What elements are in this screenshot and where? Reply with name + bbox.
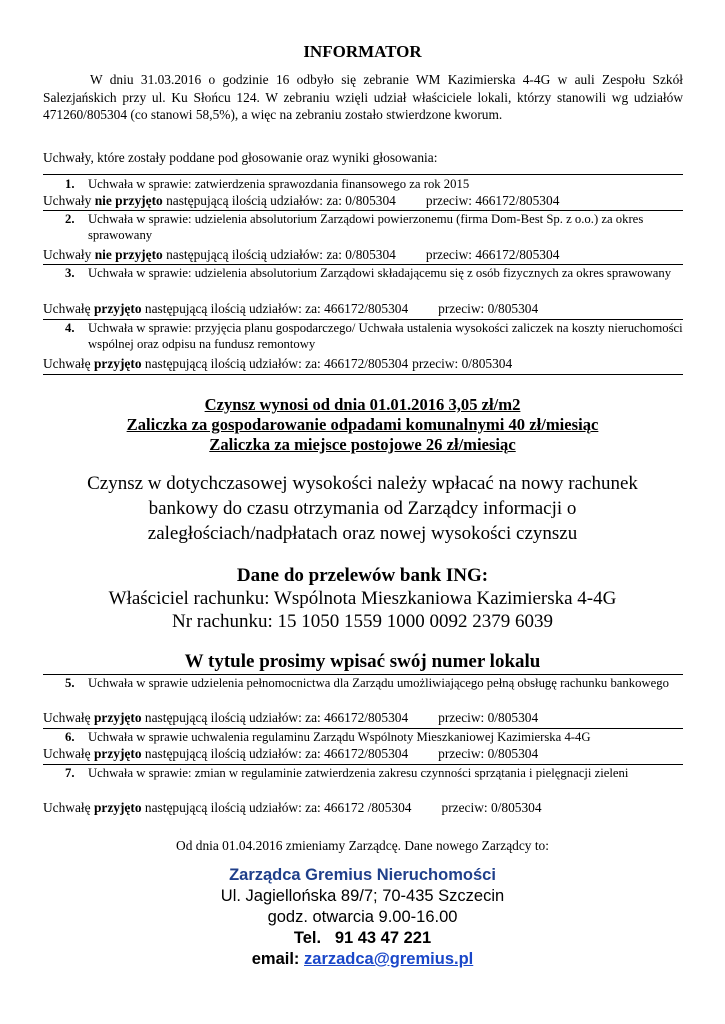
resolution-7-result: Uchwałę przyjęto następującą ilością udziałów: za: 466172 /805304 przeciw: 0/805304 — [43, 800, 542, 815]
manager-phone-line — [0, 929, 725, 948]
divider — [43, 764, 683, 765]
resolution-text: Uchwała w sprawie: przyjęcia planu gospodarczego/ Uchwała ustalenia wysokości zaliczek na koszty nieruchomości wspólnej oraz odpisu na fundusz remontowy — [88, 321, 683, 351]
resolution-5-result: Uchwałę przyjęto następującą ilością udziałów: za: 466172/805304 przeciw: 0/805304 — [43, 710, 539, 725]
account-number: Nr rachunku: 15 1050 1559 1000 0092 2379 6039 — [171, 611, 554, 632]
resolution-number: 5. — [65, 676, 75, 690]
resolution-number: 4. — [65, 321, 75, 335]
status-accepted: przyjęto — [93, 356, 142, 371]
divider — [43, 728, 683, 729]
email-link[interactable]: zarzadca@gremius.pl — [304, 950, 474, 968]
phone-number: 91 43 47 221 — [334, 929, 432, 947]
divider — [43, 174, 683, 175]
resolution-number: 2. — [65, 212, 75, 226]
status-not-accepted: nie przyjęto — [94, 247, 163, 262]
resolution-text: Uchwała w sprawie: zmian w regulaminie zatwierdzenia zakresu czynności sprzątania i pielęgnacji zieleni — [88, 766, 629, 780]
phone-label: Tel. — [293, 929, 322, 947]
resolution-number: 3. — [65, 266, 75, 280]
document-title: INFORMATOR — [303, 42, 422, 61]
rent-notice-line-2: bankowy do czasu otrzymania od Zarządcy informacji o — [148, 498, 577, 519]
status-accepted: przyjęto — [93, 800, 142, 815]
email-label: email: — [251, 950, 300, 968]
resolution-text: Uchwała w sprawie: zatwierdzenia sprawozdania finansowego za rok 2015 — [88, 177, 470, 191]
intro-paragraph: W dniu 31.03.2016 o godzinie 16 odbyło się zebranie WM Kazimierska 4-4G w auli Zespołu Szkół Salezjańskich przy ul. Ku Słońcu 124. W zebraniu wzięli udział właściciele lokali, którzy stanowili wg udziałów 471260/805304 (co stanowi 58,5%), a więc na zebraniu zostało stwierdzone kworum. — [43, 72, 683, 122]
manager-address: Ul. Jagiellońska 89/7; 70-435 Szczecin — [220, 887, 505, 905]
resolution-number: 1. — [65, 177, 75, 191]
resolution-2-result: Uchwały nie przyjęto następującą ilością udziałów: za: 0/805304 przeciw: 466172/805304 — [43, 247, 560, 262]
rent-fee: Czynsz wynosi od dnia 01.01.2016 3,05 zł/m2 — [204, 395, 521, 414]
status-not-accepted: nie przyjęto — [94, 193, 163, 208]
resolution-6-result: Uchwałę przyjęto następującą ilością udziałów: za: 466172/805304 przeciw: 0/805304 — [43, 746, 539, 761]
resolution-text: Uchwała w sprawie udzielenia pełnomocnictwa dla Zarządu umożliwiającego pełną obsługę rachunku bankowego — [88, 676, 669, 690]
resolution-1-result: Uchwały nie przyjęto następującą ilością udziałów: za: 0/805304 przeciw: 466172/805304 — [43, 193, 560, 208]
rent-notice-line-3: zaległościach/nadpłatach oraz nowej wysokości czynszu — [147, 523, 578, 544]
status-accepted: przyjęto — [93, 301, 142, 316]
resolution-number: 7. — [65, 766, 75, 780]
status-accepted: przyjęto — [93, 710, 142, 725]
rent-notice-line-1: Czynsz w dotychczasowej wysokości należy wpłacać na nowy rachunek — [87, 473, 638, 494]
manager-intro: Od dnia 01.04.2016 zmieniamy Zarządcę. Dane nowego Zarządcy to: — [176, 838, 549, 853]
divider — [43, 264, 683, 265]
manager-email-line — [0, 950, 725, 969]
resolution-text: Uchwała w sprawie uchwalenia regulaminu Zarządu Wspólnoty Mieszkaniowej Kazimierska 4-4G — [88, 730, 591, 744]
resolution-text: Uchwała w sprawie: udzielenia absolutorium Zarządowi składającemu się z osób fizycznych za okres sprawowany — [88, 266, 672, 280]
divider — [43, 374, 683, 375]
transfer-title-request: W tytule prosimy wpisać swój numer lokalu — [184, 651, 541, 672]
bank-heading: Dane do przelewów bank ING: — [236, 565, 489, 586]
divider — [43, 674, 683, 675]
manager-name: Zarządca Gremius Nieruchomości — [229, 866, 496, 884]
resolution-number: 6. — [65, 730, 75, 744]
account-owner: Właściciel rachunku: Wspólnota Mieszkaniowa Kazimierska 4-4G — [108, 588, 617, 609]
resolution-4-result: Uchwałę przyjęto następującą ilością udziałów: za: 466172/805304 przeciw: 0/805304 — [43, 356, 513, 371]
resolution-text: Uchwała w sprawie: udzielenia absolutorium Zarządowi powierzonemu (firma Dom-Best Sp. z o.o.) za okres sprawowany — [88, 212, 644, 242]
waste-fee: Zaliczka za gospodarowanie odpadami komunalnymi 40 zł/miesiąc — [126, 415, 599, 434]
resolution-3-result: Uchwałę przyjęto następującą ilością udziałów: za: 466172/805304 przeciw: 0/805304 — [43, 301, 539, 316]
divider — [43, 210, 683, 211]
manager-hours: godz. otwarcia 9.00-16.00 — [267, 908, 458, 926]
status-accepted: przyjęto — [93, 746, 142, 761]
manager-name-line — [0, 866, 725, 885]
resolutions-heading: Uchwały, które zostały poddane pod głosowanie oraz wyniki głosowania: — [43, 150, 438, 165]
divider — [43, 319, 683, 320]
parking-fee: Zaliczka za miejsce postojowe 26 zł/miesiąc — [209, 435, 516, 454]
